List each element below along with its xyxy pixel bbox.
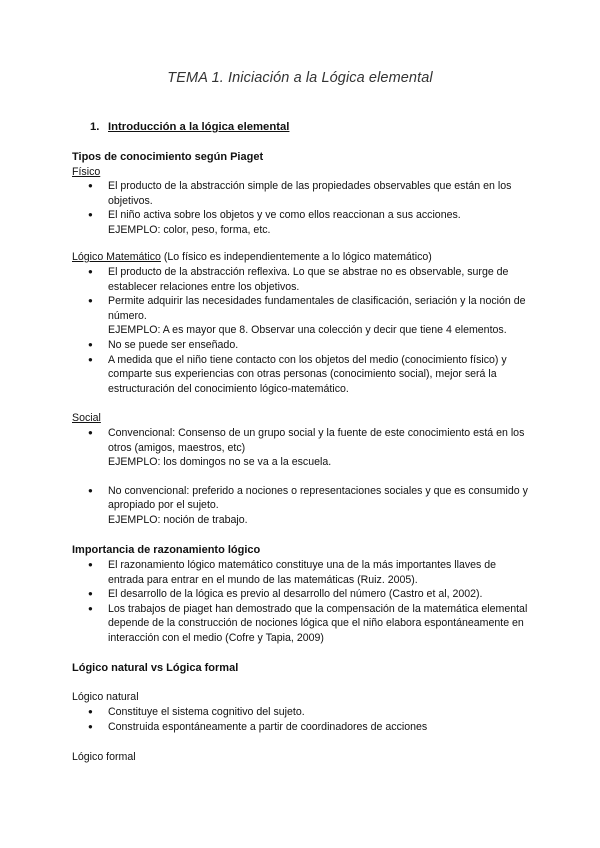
document-title: TEMA 1. Iniciación a la Lógica elemental: [167, 70, 433, 86]
logico-label-line: [72, 250, 532, 265]
example-text: EJEMPLO: noción de trabajo.: [108, 513, 248, 526]
logico-vs-heading: Lógico natural vs Lógica formal: [72, 662, 239, 674]
list-item: ● El producto de la abstracción reflexiva. Lo que se abstrae no es observable, surge de establecer relaciones entre los objetivos.: [72, 265, 532, 294]
formal-label: Lógico formal: [72, 751, 136, 763]
natural-label: Lógico natural: [72, 691, 139, 703]
fisico-list: [72, 179, 532, 237]
natural-list: [72, 705, 532, 734]
logico-note: (Lo físico es independientemente a lo lógico matemático): [160, 251, 432, 263]
section-title: Introducción a la lógica elemental: [108, 121, 290, 133]
list-item: ● No convencional: preferido a nociones o representaciones sociales y que es consumido y apropiado por el sujeto. EJEMPLO: noción de trabajo.: [72, 484, 532, 528]
list-item: ● El desarrollo de la lógica es previo al desarrollo del número (Castro et al, 2002).: [72, 587, 532, 602]
example-text: EJEMPLO: A es mayor que 8. Observar una colección y decir que tiene 4 elementos.: [108, 324, 507, 337]
list-item: ● El niño activa sobre los objetos y ve como ellos reaccionan a sus acciones. EJEMPLO: color, peso, forma, etc.: [72, 208, 532, 237]
section-heading: [90, 120, 550, 135]
piaget-heading: Tipos de conocimiento según Piaget: [72, 151, 264, 163]
example-text: EJEMPLO: color, peso, forma, etc.: [108, 223, 271, 236]
importancia-list: [72, 558, 532, 646]
list-item: ● A medida que el niño tiene contacto con los objetos del medio (conocimiento físico) y comparte sus experiencias con otras personas (conocimiento social), mejor será la estructuración del conocimiento lógico-matemático.: [72, 353, 532, 397]
list-item: ● No se puede ser enseñado.: [72, 338, 532, 353]
list-item: ● Los trabajos de piaget han demostrado que la compensación de la matemática elemental depende de la construcción de nociones lógica que el niño elabora espontáneamente en interacción con el medio (Cofre y Tapia, 2009): [72, 602, 532, 646]
fisico-label: Físico: [72, 166, 101, 178]
list-item: ● Permite adquirir las necesidades fundamentales de clasificación, seriación y la noción de número. EJEMPLO: A es mayor que 8. Observar una colección y decir que tiene 4 elementos.: [72, 294, 532, 338]
social-list: [72, 426, 532, 528]
logico-label: Lógico Matemático: [72, 251, 161, 263]
example-text: EJEMPLO: los domingos no se va a la escuela.: [108, 456, 332, 469]
list-item: ● Construida espontáneamente a partir de coordinadores de acciones: [72, 720, 532, 735]
list-item: ● Constituye el sistema cognitivo del sujeto.: [72, 705, 532, 720]
list-item: ● El razonamiento lógico matemático constituye una de la más importantes llaves de entrada para entrar en el mundo de las matemáticas (Ruiz. 2005).: [72, 558, 532, 587]
section-number: 1.: [90, 121, 100, 133]
list-item: ● Convencional: Consenso de un grupo social y la fuente de este conocimiento está en los otros (amigos, maestros, etc) EJEMPLO: los domingos no se va a la escuela.: [72, 426, 532, 470]
list-item: ● El producto de la abstracción simple de las propiedades observables que están en los objetivos.: [72, 179, 532, 208]
importancia-heading: Importancia de razonamiento lógico: [72, 544, 261, 556]
logico-list: [72, 265, 532, 396]
social-label: Social: [72, 412, 101, 424]
